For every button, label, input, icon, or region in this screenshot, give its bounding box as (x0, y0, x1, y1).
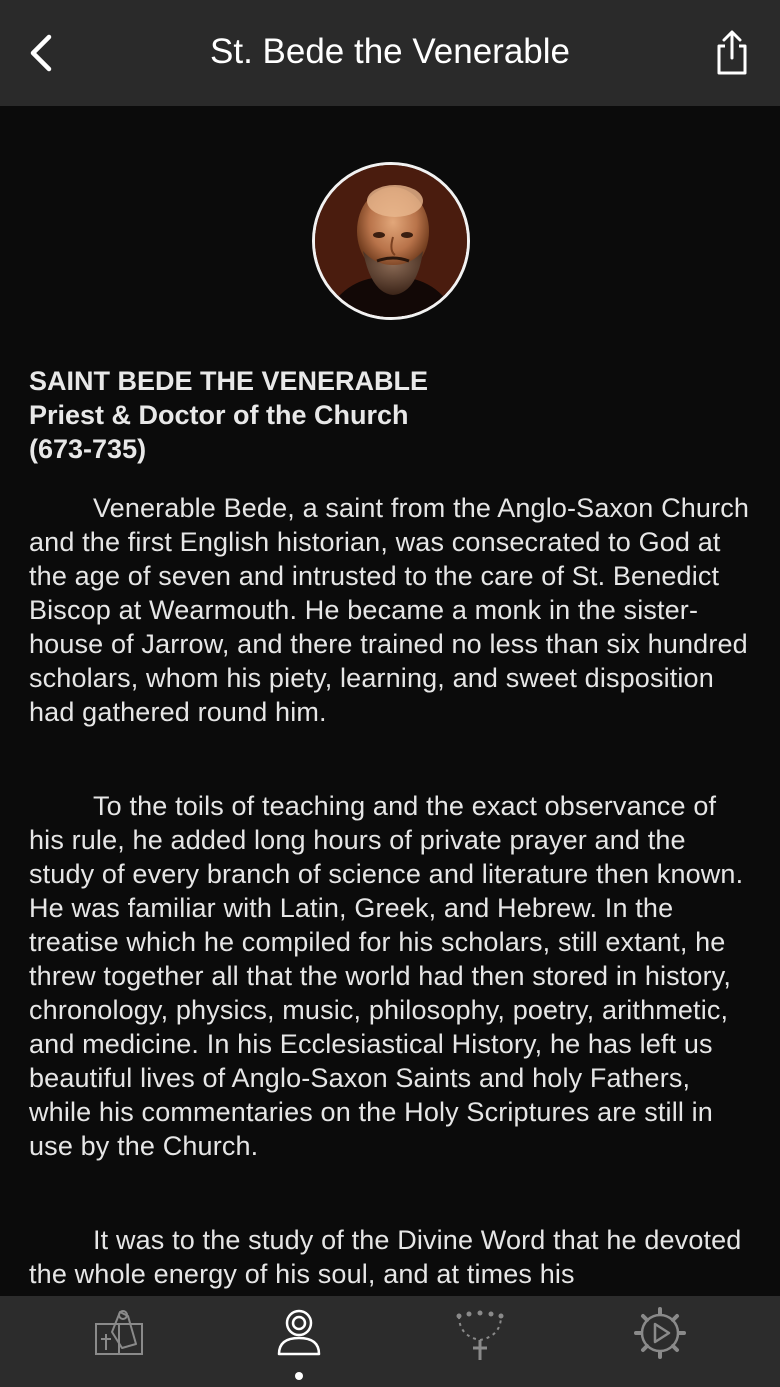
share-icon (712, 29, 752, 77)
biography-paragraph: It was to the study of the Divine Word that he devoted the whole energy of his soul, and at times his (29, 1225, 742, 1289)
saint-portrait-image (315, 165, 467, 317)
saint-role: Priest & Doctor of the Church (29, 400, 409, 430)
rosary-icon (453, 1306, 507, 1362)
saint-portrait (312, 162, 470, 320)
tab-saints[interactable] (249, 1306, 349, 1376)
tab-prayers[interactable] (69, 1306, 169, 1376)
share-button[interactable] (704, 22, 760, 84)
tab-rosary[interactable] (430, 1306, 530, 1376)
biography-paragraph: Venerable Bede, a saint from the Anglo-Saxon Church and the first English historian, was consecrated to God at the age of seven and intrusted to the care of St. Benedict Biscop at Wearmouth. He became a monk in the sister-house of Jarrow, and there trained no less than six hundred scholars, whom his piety, learning, and sweet disposition had gathered round him. (29, 493, 750, 727)
navigation-bar (0, 0, 780, 106)
settings-gear-icon (633, 1306, 687, 1360)
saint-detail-content[interactable] (0, 106, 780, 1296)
page-title: St. Bede the Venerable (210, 32, 570, 71)
back-button[interactable] (14, 22, 70, 84)
saint-years: (673-735) (29, 434, 147, 464)
chevron-left-icon (27, 33, 57, 73)
tab-bar (0, 1296, 780, 1387)
biography-paragraph: To the toils of teaching and the exact observance of his rule, he added long hours of private prayer and the study of every branch of science and literature then known. He was familiar with Latin, Greek, and Hebrew. In the treatise which he compiled for his scholars, still extant, he threw together all that the world had then stored in history, chronology, physics, music, philosophy, poetry, arithmetic, and medicine. In his Ecclesiastical History, he has left us beautiful lives of Anglo-Saxon Saints and holy Fathers, while his commentaries on the Holy Scriptures are still in use by the Church. (29, 791, 744, 1161)
saint-heading (29, 364, 749, 466)
active-tab-indicator (295, 1372, 303, 1380)
saint-name: SAINT BEDE THE VENERABLE (29, 366, 429, 396)
prayer-book-icon (92, 1306, 146, 1360)
saint-profile-icon (274, 1306, 324, 1360)
tab-settings[interactable] (610, 1306, 710, 1376)
